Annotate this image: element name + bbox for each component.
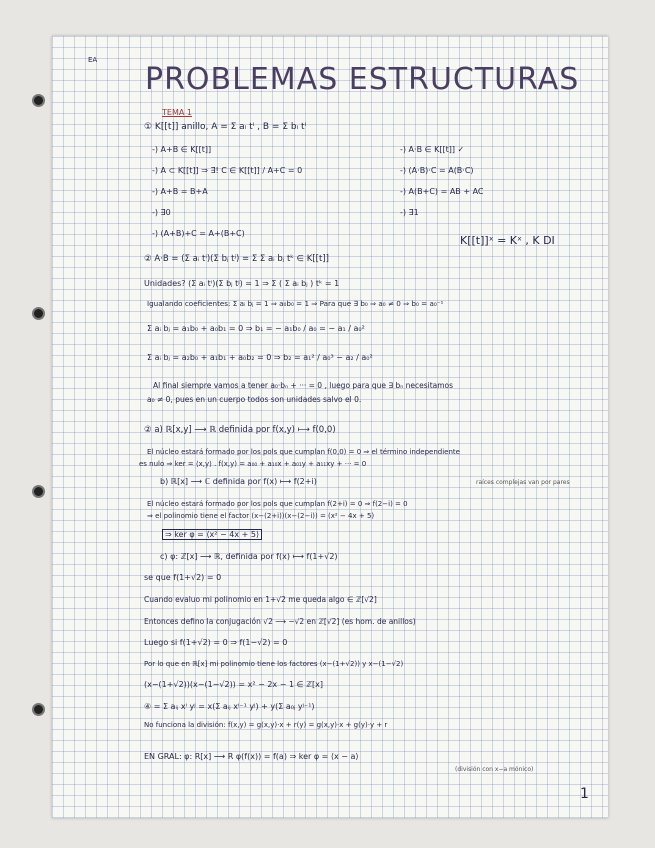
line-17: Al final siempre vamos a tener a₀·bₙ + ··· = 0 , luego para que ∃ bₙ necesitamos [153, 381, 454, 390]
line-4: -) A ⊂ K[[t]] ⇒ ∃! C ∈ K[[t]] / A+C = 0 [152, 166, 303, 175]
line-28: Cuando evaluo mi polinomio en 1+√2 me queda algo ∈ ℤ[√2] [144, 595, 377, 604]
line-1: ① K[[t]] anillo, A = Σ aᵢ tⁱ , B = Σ bᵢ tⁱ [144, 122, 307, 132]
line-29: Entonces defino la conjugación √2 ⟶ −√2 en ℤ[√2] (es hom. de anillos) [144, 617, 416, 626]
line-2: -) A+B ∈ K[[t]] [152, 145, 212, 154]
line-18: a₀ ≠ 0, pues en un cuerpo todos son unidades salvo el 0. [147, 395, 362, 404]
line-10: -) (A+B)+C = A+(B+C) [152, 229, 245, 238]
line-25 [162, 530, 262, 540]
ker-box: ⇒ ker φ = ⟨x² − 4x + 5⟩ [162, 529, 262, 540]
page-number: 1 [580, 786, 589, 802]
line-33: ④ = Σ aᵢⱼ xⁱ yʲ = x(Σ aᵢⱼ xⁱ⁻¹ yʲ) + y(Σ a₀ⱼ yʲ⁻¹) [144, 702, 315, 711]
line-24: ⇒ el polinomio tiene el factor (x−(2+i))(x−(2−i)) = (x² − 4x + 5) [147, 512, 375, 520]
binder-hole [34, 309, 43, 318]
line-22: b) ℝ[x] ⟶ ℂ definida por f(x) ⟼ f(2+i) [160, 477, 317, 486]
line-27: se que f(1+√2) = 0 [144, 573, 222, 582]
line-12: ② A·B = (Σ aᵢ tⁱ)(Σ bⱼ tʲ) = Σ Σ aᵢ bⱼ tᵏ ∈ K[[t]] [144, 254, 329, 264]
line-16: Σ aᵢ bⱼ = a₂b₀ + a₁b₁ + a₀b₂ = 0 ⇒ b₂ = a₁² / a₀³ − a₂ / a₀² [147, 353, 373, 362]
line-31: Por lo que en ℝ[x] mi polinomio tiene los factores (x−(1+√2)) y x−(1−√2) [144, 660, 404, 668]
binder-hole [34, 487, 43, 496]
line-32: (x−(1+√2))(x−(1−√2)) = x² − 2x − 1 ∈ ℤ[x] [144, 680, 324, 689]
line-5: -) (A·B)·C = A(B·C) [400, 166, 474, 175]
line-15: Σ aᵢ bⱼ = a₁b₀ + a₀b₁ = 0 ⇒ b₁ = − a₁b₀ / a₀ = − a₁ / a₀² [147, 324, 365, 333]
line-9: -) ∃1 [400, 208, 419, 217]
line-7: -) A(B+C) = AB + AC [400, 187, 484, 196]
side-note: raíces complejas van por pares [476, 479, 570, 486]
line-30: Luego si f(1+√2) = 0 ⇒ f(1−√2) = 0 [144, 638, 288, 647]
tema-label: TEMA 1 [162, 108, 192, 117]
line-13: Unidades? (Σ aᵢ tⁱ)(Σ bⱼ tʲ) = 1 ⇒ Σ ( Σ aᵢ bⱼ ) tᵏ = 1 [144, 279, 340, 288]
line-34: No funciona la división: f(x,y) = g(x,y)·x + r(y) = g(x,y)·x + g(y)·y + r [144, 721, 388, 729]
line-19: ② a) ℝ[x,y] ⟶ ℝ definida por f(x,y) ⟼ f(0,0) [144, 425, 336, 435]
corner-mark: EA [88, 56, 98, 64]
line-8: -) ∃0 [152, 208, 171, 217]
line-23: El núcleo estará formado por los pols que cumplan f(2+i) = 0 ⇒ f(2−i) = 0 [147, 500, 408, 508]
line-14: Igualando coeficientes: Σ aᵢ bⱼ = 1 ⇒ a₀b₀ = 1 ⇒ Para que ∃ b₀ ⇒ a₀ ≠ 0 ⇒ b₀ = a₀⁻¹ [147, 299, 444, 308]
line-21: es nulo ⇒ ker = ⟨x,y⟩ . f(x,y) = a₀₀ + a₁₀x + a₀₁y + a₁₁xy + ··· = 0 [139, 460, 367, 468]
line-3: -) A·B ∈ K[[t]] ✓ [400, 145, 465, 154]
binder-hole [34, 705, 43, 714]
line-6: -) A+B = B+A [152, 187, 208, 196]
page-title: PROBLEMAS ESTRUCTURAS [145, 62, 580, 97]
line-26: c) φ: ℤ[x] ⟶ ℝ, definida por f(x) ⟼ f(1+√2) [160, 552, 338, 561]
line-35: EN GRAL: φ: R[x] ⟶ R φ(f(x)) = f(a) ⇒ ker φ = ⟨x − a⟩ [144, 752, 359, 761]
binder-hole [34, 96, 43, 105]
line-11: K[[t]]ˣ = Kˣ , K DI [460, 234, 555, 247]
line-36: (división con x−a mónico) [455, 766, 534, 773]
line-20: El núcleo estará formado por los pols que cumplan f(0,0) = 0 ⇒ el término independiente [147, 448, 460, 456]
